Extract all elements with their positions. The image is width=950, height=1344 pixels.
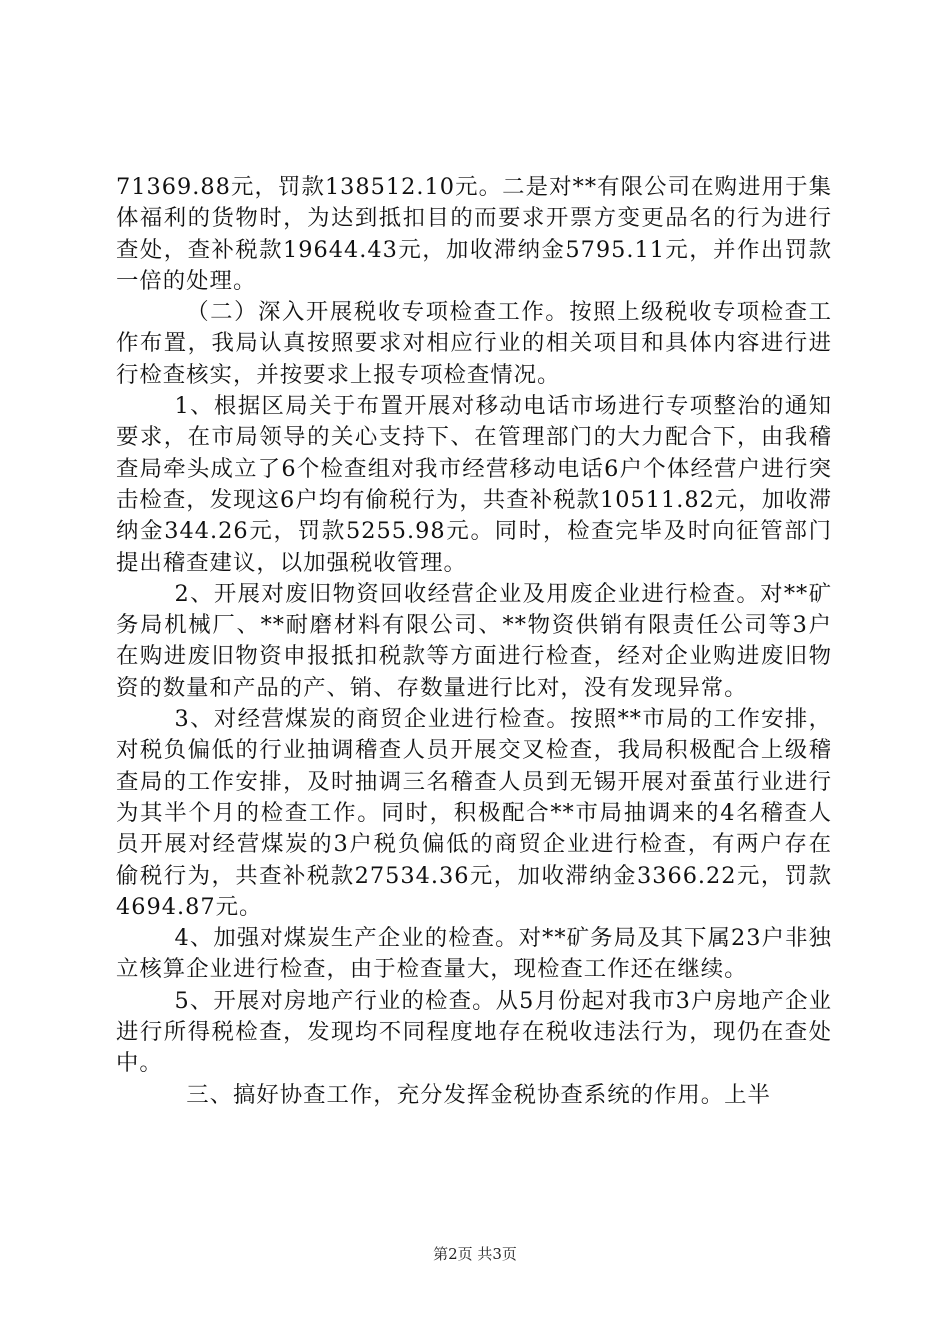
paragraph: （二）深入开展税收专项检查工作。按照上级税收专项检查工作布置，我局认真按照要求对相应行业的相关项目和具体内容进行进行检查核实，并按要求上报专项检查情况。 [116, 299, 832, 388]
page-footer: 第2页 共3页 [433, 1245, 517, 1263]
document-body [116, 172, 832, 1111]
paragraph: 3、对经营煤炭的商贸企业进行检查。按照**市局的工作安排，对税负偏低的行业抽调稽查人员开展交叉检查，我局积极配合上级稽查局的工作安排，及时抽调三名稽查人员到无锡开展对蚕茧行业进行为其半个月的检查工作。同时，积极配合**市局抽调来的4名稽查人员开展对经营煤炭的3户税负偏低的商贸企业进行检查，有两户存在偷税行为，共查补税款27534.36元，加收滞纳金3366.22元，罚款4694.87元。 [116, 706, 832, 920]
paragraph: 2、开展对废旧物资回收经营企业及用废企业进行检查。对**矿务局机械厂、**耐磨材料有限公司、**物资供销有限责任公司等3户在购进废旧物资申报抵扣税款等方面进行检查，经对企业购进废旧物资的数量和产品的产、销、存数量进行比对，没有发现异常。 [116, 580, 832, 701]
paragraph: 4、加强对煤炭生产企业的检查。对**矿务局及其下属23户非独立核算企业进行检查，由于检查量大，现检查工作还在继续。 [116, 925, 832, 983]
paragraph: 5、开展对房地产行业的检查。从5月份起对我市3户房地产企业进行所得税检查，发现均不同程度地存在税收违法行为，现仍在查处中。 [116, 987, 832, 1077]
paragraph: 1、根据区局关于布置开展对移动电话市场进行专项整治的通知要求，在市局领导的关心支持下、在管理部门的大力配合下，由我稽查局牵头成立了6个检查组对我市经营移动电话6户个体经营户进行突击检查，发现这6户均有偷税行为，共查补税款10511.82元，加收滞纳金344.26元，罚款5255.98元。同时，检查完毕及时向征管部门提出稽查建议，以加强税收管理。 [116, 393, 832, 576]
paragraph: 三、搞好协查工作，充分发挥金税协查系统的作用。上半 [186, 1081, 771, 1108]
paragraph: 71369.88元，罚款138512.10元。二是对**有限公司在购进用于集体福利的货物时，为达到抵扣目的而要求开票方变更品名的行为进行查处，查补税款19644.43元，加收滞纳金5795.11元，并作出罚款一倍的处理。 [116, 174, 832, 294]
